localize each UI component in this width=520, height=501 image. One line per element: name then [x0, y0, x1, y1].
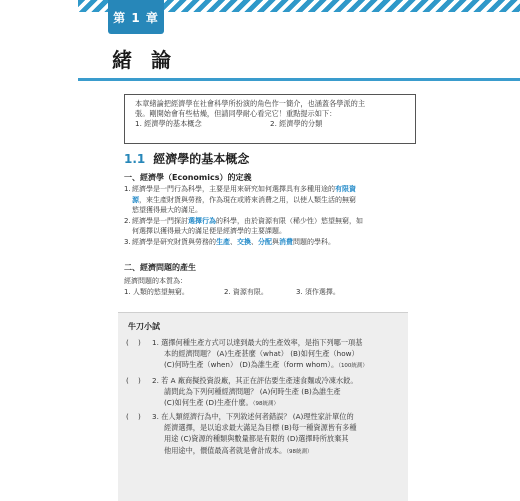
- subheading-economic-problem: 二、經濟問題的產生: [124, 263, 196, 272]
- answer-bracket[interactable]: ( ): [126, 338, 141, 347]
- quiz-panel: [118, 312, 408, 501]
- exam-source: （100統測）: [338, 363, 368, 370]
- chapter-title: 緒 論: [112, 48, 177, 72]
- question-text: 1. 選擇何種生產方式可以達到最大的生產效率，是指下列哪一項基 本的經濟問題？ (A)生產甚麼（what） (B)如何生產（how） (C)何時生產（when） (D)為誰生產（form whom）。（100統測）: [152, 338, 368, 370]
- highlight-term: 分配: [258, 237, 272, 246]
- intro-box: [124, 94, 416, 144]
- chapter-tab: [108, 0, 164, 34]
- highlight-term: 消費: [279, 237, 293, 246]
- answer-bracket[interactable]: ( ): [126, 412, 141, 421]
- highlight-term: 選擇行為: [188, 216, 216, 225]
- section-heading: [124, 150, 249, 167]
- highlight-term: 有限資: [335, 185, 356, 193]
- essence-label: 經濟問題的本質為：: [124, 277, 187, 285]
- answer-bracket[interactable]: ( ): [126, 376, 141, 385]
- intro-key-point: 2. 經濟學的分類: [270, 119, 323, 128]
- exam-source: （98統測）: [252, 401, 279, 408]
- quiz-question: [126, 337, 406, 377]
- title-rule: [78, 78, 520, 81]
- exam-source: （98統測）: [286, 448, 313, 455]
- highlight-term: 生產: [216, 237, 230, 246]
- intro-line: 本章緒論把經濟學在社會科學所扮演的角色作一簡介，也涵蓋各學派的主: [135, 99, 366, 108]
- quiz-question: [126, 411, 406, 467]
- list-item: 2. 經濟學是一門探討選擇行為的科學，由於資源有限（稀少性）慾望無窮，如 何選擇以獲得最大的滿足便是經濟學的主要課題。: [124, 216, 363, 235]
- quiz-question: [126, 375, 406, 415]
- chapter-label: 第 1 章: [113, 11, 159, 25]
- section-title: 經濟學的基本概念: [153, 152, 250, 166]
- highlight-term: 交換: [237, 237, 251, 246]
- essence-items: [124, 287, 340, 297]
- subheading-definition: 一、經濟學（Economics）的定義: [124, 173, 252, 182]
- essence-item: 1. 人類的慾望無窮。: [124, 288, 189, 296]
- definition-list: [124, 184, 414, 247]
- list-item: 3. 經濟學是研究財貨與勞務的生產、交換、分配與消費問題的學科。: [124, 237, 335, 246]
- list-item: 1. 經濟學是一門行為科學，主要是用來研究如何選擇具有多種用途的有限資 源，來生產財貨與勞務，作為現在或將來消費之用，以使人類生活的無窮 慾望獲得最大的滿足。: [124, 185, 356, 214]
- essence-item: 3. 須作選擇。: [296, 288, 340, 296]
- question-text: 3. 在人類經濟行為中，下列敘述何者錯誤？ (A)理性家計單位的 經濟選擇，是以追求最大滿足為目標 (B)每一種資源皆有多種 用途 (C)資源的種類與數量都是有限的 (D)選擇時所放棄其 他用途中，價值最高者就是會計成本。（98統測）: [152, 412, 357, 455]
- section-number: 1.1: [124, 152, 146, 166]
- essence-item: 2. 資源有限。: [224, 288, 268, 296]
- question-text: 2. 若 A 廠商擬投資設廠，其正在評估要生產速食麵或冷凍水餃。 請問此為下列何種經濟問題？ (A)何時生產 (B)為誰生產 (C)如何生產 (D)生產什麼。（98統測）: [152, 376, 358, 408]
- intro-line: 張。剛開始會有些枯燥，但請同學耐心看完它！重點提示如下：: [135, 109, 337, 118]
- quiz-title: 牛刀小試: [128, 322, 160, 331]
- intro-key-points: [135, 119, 405, 129]
- highlight-term: 源: [132, 195, 139, 204]
- intro-key-point: 1. 經濟學的基本概念: [135, 119, 202, 128]
